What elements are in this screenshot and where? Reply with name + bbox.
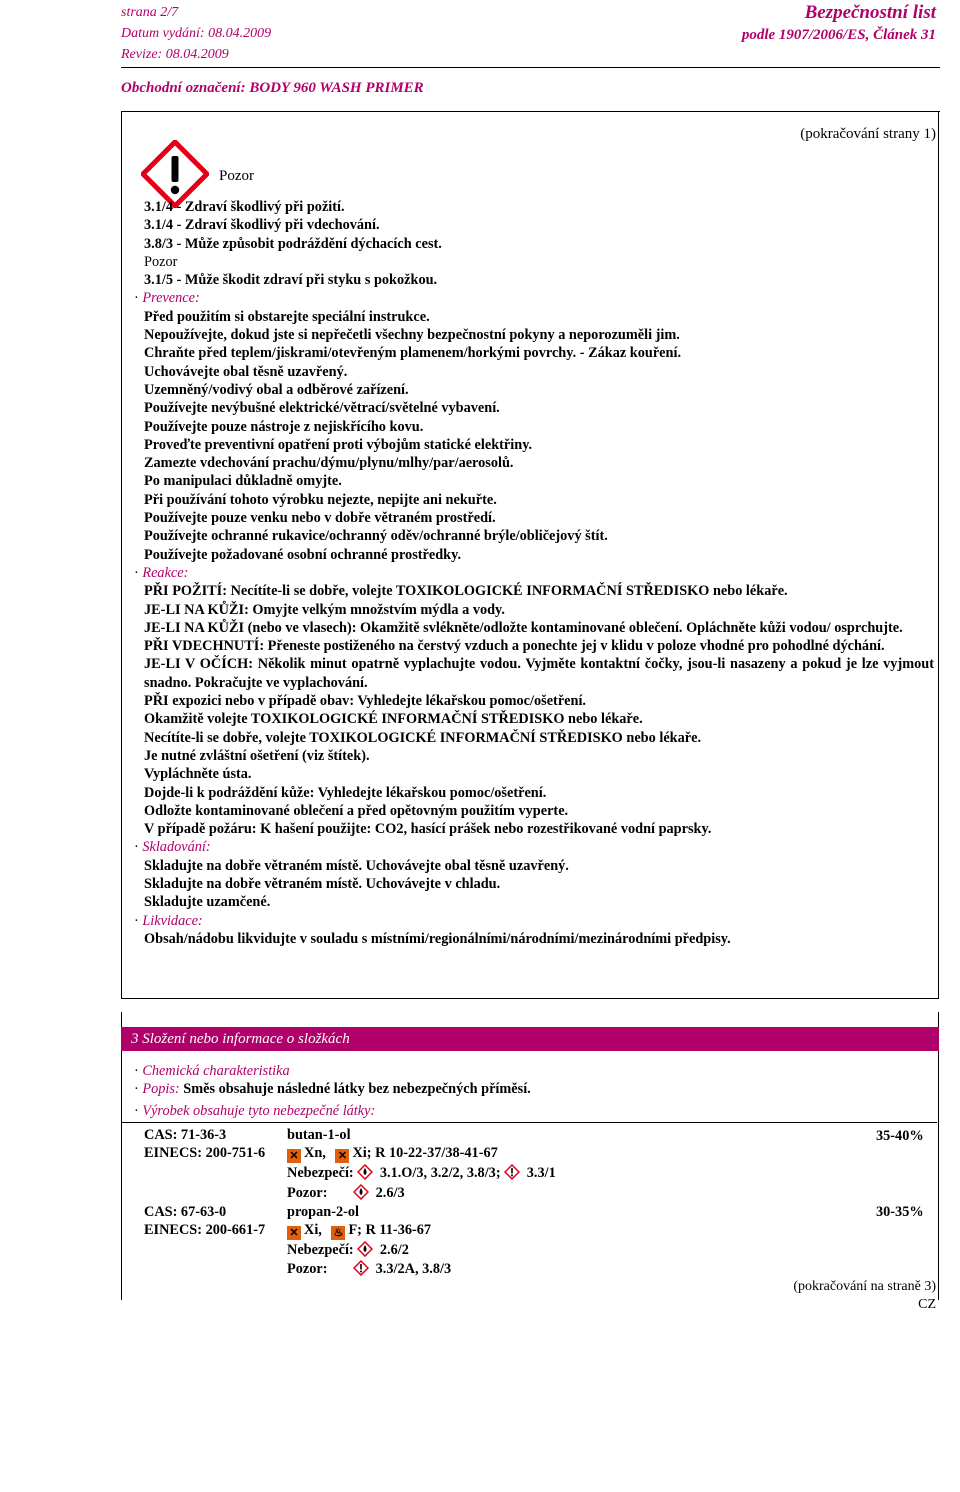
header-right [742, 2, 936, 46]
warning-line [287, 1184, 405, 1202]
classification [287, 1144, 498, 1163]
line-text: V případě požáru: K hašení použijte: CO2, hasící prášek nebo rozestřikované vodní paprsky. [144, 821, 712, 838]
statement-line [144, 692, 934, 710]
danger-value: 3.1.O/3, 3.2/2, 3.8/3; [379, 1165, 501, 1181]
statement-line [144, 729, 934, 747]
statement-line [144, 875, 934, 893]
statement-line [144, 381, 934, 399]
class-code: Xn, [304, 1145, 326, 1161]
line-text: Skladujte na dobře větraném místě. Uchovávejte obal těsně uzavřený. [144, 857, 569, 874]
danger-label: Nebezpečí: [287, 1242, 354, 1258]
statement-line [144, 271, 934, 289]
page-number: strana 2/7 [121, 5, 179, 20]
statement-line [144, 784, 934, 802]
exclamation-icon [353, 1260, 369, 1276]
subheading [134, 912, 924, 930]
warning-value: 3.3/2A, 3.8/3 [375, 1261, 452, 1277]
pictogram-signal-word: Pozor [219, 168, 254, 184]
irritant-x-icon: ✕ [287, 1226, 301, 1240]
continued-to: (pokračování na straně 3) [793, 1279, 936, 1294]
flame-icon [357, 1241, 373, 1257]
subheading [134, 838, 924, 856]
statement-line [144, 418, 934, 436]
issue-date: Datum vydání: 08.04.2009 [121, 26, 272, 41]
line-text: JE-LI V OČÍCH: Několik minut opatrně vyplachujte vodou. Vyjměte kontaktní čočky, jsou-li nasazeny a pokud je lze vyjmout snadno. Pokračujte ve vyplachování. [144, 656, 934, 691]
line-text: 3.1/4 - Zdraví škodlivý při vdechování. [144, 217, 380, 234]
statement-line [144, 546, 934, 564]
statement-line [144, 363, 934, 381]
bullet-dot: · [134, 912, 143, 929]
statement-line [144, 527, 934, 545]
einecs-number: EINECS: 200-661-7 [144, 1222, 266, 1238]
concentration: 30-35% [876, 1204, 924, 1220]
line-text: JE-LI NA KŮŽI: Omyjte velkým množstvím mýdla a vody. [144, 601, 505, 618]
r-phrases: Xi; R 10-22-37/38-41-67 [352, 1145, 498, 1161]
section-3-title-text: 3 Složení nebo informace o složkách [131, 1031, 350, 1047]
statement-line [144, 765, 934, 783]
line-text: Reakce: [142, 564, 189, 581]
substance-name: butan-1-ol [287, 1127, 351, 1143]
line-text: PŘI VDECHNUTÍ: Přeneste postiženého na čerstvý vzduch a ponechte jej v klidu v poloze vhodné pro pohodlné dýchání. [144, 638, 885, 655]
statement-line [144, 454, 934, 472]
description-line: · Popis: Směs obsahuje následné látky bez nebezpečných příměsí. [134, 1081, 531, 1097]
chem-characteristic-label: Chemická charakteristika [142, 1063, 290, 1079]
line-text: PŘI expozici nebo v případě obav: Vyhledejte lékařskou pomoc/ošetření. [144, 693, 587, 710]
line-text: Likvidace: [142, 912, 203, 929]
line-text: Zamezte vdechování prachu/dýmu/plynu/mlhy/par/aerosolů. [144, 455, 514, 472]
language-code: CZ [918, 1297, 936, 1312]
section-3-title [121, 1027, 939, 1051]
bullet-dot: · [134, 564, 143, 581]
flame-icon [357, 1164, 373, 1180]
statement-line [144, 399, 934, 417]
regulation-ref: podle 1907/2006/ES, Článek 31 [741, 27, 936, 43]
line-text: Dojde-li k podráždění kůže: Vyhledejte lékařskou pomoc/ošetření. [144, 784, 547, 801]
warning-line [287, 1260, 451, 1278]
flame-icon [353, 1184, 369, 1200]
danger-line [287, 1164, 556, 1182]
trade-name: Obchodní označení: BODY 960 WASH PRIMER [121, 80, 424, 96]
statement-line [144, 747, 934, 765]
line-text: Skladování: [142, 839, 211, 856]
statement-line [144, 198, 934, 216]
description-label: Popis: [142, 1081, 180, 1097]
line-text: 3.1/5 - Může škodit zdraví při styku s pokožkou. [144, 272, 438, 289]
danger-value-2: 3.3/1 [526, 1165, 556, 1181]
line-text: Po manipulaci důkladně omyjte. [144, 473, 342, 490]
subheading [134, 289, 924, 307]
classification [287, 1221, 431, 1240]
line-text: JE-LI NA KŮŽI (nebo ve vlasech): Okamžitě svlékněte/odložte kontaminované oblečení. Opláchněte kůži vodou/ osprchujte. [144, 619, 903, 636]
statement-line [144, 601, 934, 619]
statement-line [144, 235, 934, 253]
line-text: Používejte ochranné rukavice/ochranný oděv/ochranné brýle/obličejový štít. [144, 528, 608, 545]
section-2-lines [134, 198, 934, 948]
line-text: Používejte požadované osobní ochranné prostředky. [144, 546, 462, 563]
statement-line [144, 637, 934, 655]
line-text: Proveďte preventivní opatření proti výbojům statické elektřiny. [144, 436, 533, 453]
statement-line [144, 509, 934, 527]
continued-from: (pokračování strany 1) [800, 126, 936, 142]
line-text: 3.1/4 - Zdraví škodlivý při požití. [144, 199, 345, 215]
line-text: Odložte kontaminované oblečení a před opětovným použitím vyperte. [144, 802, 569, 819]
line-text: Před použitím si obstarejte speciální instrukce. [144, 308, 430, 325]
statement-line [144, 326, 934, 344]
einecs-number: EINECS: 200-751-6 [144, 1145, 266, 1161]
warning-value: 2.6/3 [375, 1185, 405, 1201]
line-text: Při používání tohoto výrobku nejezte, nepijte ani nekuřte. [144, 491, 497, 508]
statement-line [144, 655, 934, 692]
irritant-x-icon: ✕ [335, 1149, 349, 1163]
flammable-icon: ♨ [331, 1226, 345, 1240]
line-text: Používejte nevýbušné elektrické/větrací/světelné vybavení. [144, 400, 500, 417]
statement-line [144, 582, 934, 600]
statement-line [144, 802, 934, 820]
line-text: Obsah/nádobu likvidujte v souladu s místními/regionálními/národními/mezinárodními předpisy. [144, 930, 731, 947]
document-title: Bezpečnostní list [804, 2, 936, 23]
warning-label: Pozor: [287, 1261, 328, 1277]
statement-line [144, 893, 934, 911]
line-text: Uchovávejte obal těsně uzavřený. [144, 363, 348, 380]
description-text: Směs obsahuje následné látky bez nebezpečných příměsí. [183, 1081, 531, 1097]
statement-line [144, 344, 934, 362]
chem-characteristic: · Chemická charakteristika [134, 1063, 290, 1079]
statement-line [144, 619, 934, 637]
bullet-dot: · [134, 290, 143, 307]
harmful-x-icon: ✕ [287, 1149, 301, 1163]
line-text: Necítíte-li se dobře, volejte TOXIKOLOGICKÉ INFORMAČNÍ STŘEDISKO nebo lékaře. [144, 729, 702, 746]
danger-value: 2.6/2 [379, 1242, 409, 1258]
statement-line [144, 930, 934, 948]
statement-line [144, 308, 934, 326]
header-divider [121, 67, 940, 68]
bullet-dot: · [134, 839, 143, 856]
statement-line [144, 491, 934, 509]
line-text: 3.8/3 - Může způsobit podráždění dýchacích cest. [144, 235, 442, 252]
line-text: Prevence: [142, 290, 200, 307]
line-text: Uzemněný/vodivý obal a odběrové zařízení. [144, 381, 409, 398]
line-text: Pozor [144, 253, 178, 270]
statement-line [144, 216, 934, 234]
line-text: Skladujte uzamčené. [144, 894, 271, 911]
line-text: Skladujte na dobře větraném místě. Uchovávejte v chladu. [144, 875, 501, 892]
cas-number: CAS: 67-63-0 [144, 1204, 227, 1220]
class-code: Xi, [304, 1222, 322, 1238]
danger-line [287, 1241, 409, 1259]
statement-line [144, 472, 934, 490]
statement-line [144, 436, 934, 454]
line-text: Používejte pouze nástroje z nejiskřícího kovu. [144, 418, 424, 435]
hazardous-line: · Výrobek obsahuje tyto nebezpečné látky: [134, 1103, 376, 1119]
line-text: Používejte pouze venku nebo v dobře větraném prostředí. [144, 510, 496, 527]
hazardous-label: Výrobek obsahuje tyto nebezpečné látky: [142, 1103, 376, 1119]
danger-label: Nebezpečí: [287, 1165, 354, 1181]
line-text: PŘI POŽITÍ: Necítíte-li se dobře, volejte TOXIKOLOGICKÉ INFORMAČNÍ STŘEDISKO nebo lékaře. [144, 583, 788, 600]
line-text: Je nutné zvláštní ošetření (viz štítek). [144, 747, 370, 764]
cas-number: CAS: 71-36-3 [144, 1127, 227, 1143]
concentration: 35-40% [876, 1128, 924, 1144]
statement-line [144, 710, 934, 728]
statement-line [144, 857, 934, 875]
subheading [134, 564, 924, 582]
r-phrases: F; R 11-36-67 [348, 1222, 432, 1238]
line-text: Vypláchněte ústa. [144, 766, 252, 783]
warning-label: Pozor: [287, 1185, 328, 1201]
line-text: Nepoužívejte, dokud jste si nepřečetli všechny bezpečnostní pokyny a neporozuměli jim. [144, 327, 680, 344]
exclamation-icon [504, 1164, 520, 1180]
line-text: Chraňte před teplem/jiskrami/otevřeným plamenem/horkými povrchy. - Zákaz kouření. [144, 345, 682, 362]
revision-date: Revize: 08.04.2009 [121, 47, 229, 62]
statement-line [144, 820, 934, 838]
header-left [121, 2, 271, 65]
line-text: Okamžitě volejte TOXIKOLOGICKÉ INFORMAČNÍ STŘEDISKO nebo lékaře. [144, 711, 643, 728]
statement-line [144, 253, 934, 271]
substance-name: propan-2-ol [287, 1204, 360, 1220]
